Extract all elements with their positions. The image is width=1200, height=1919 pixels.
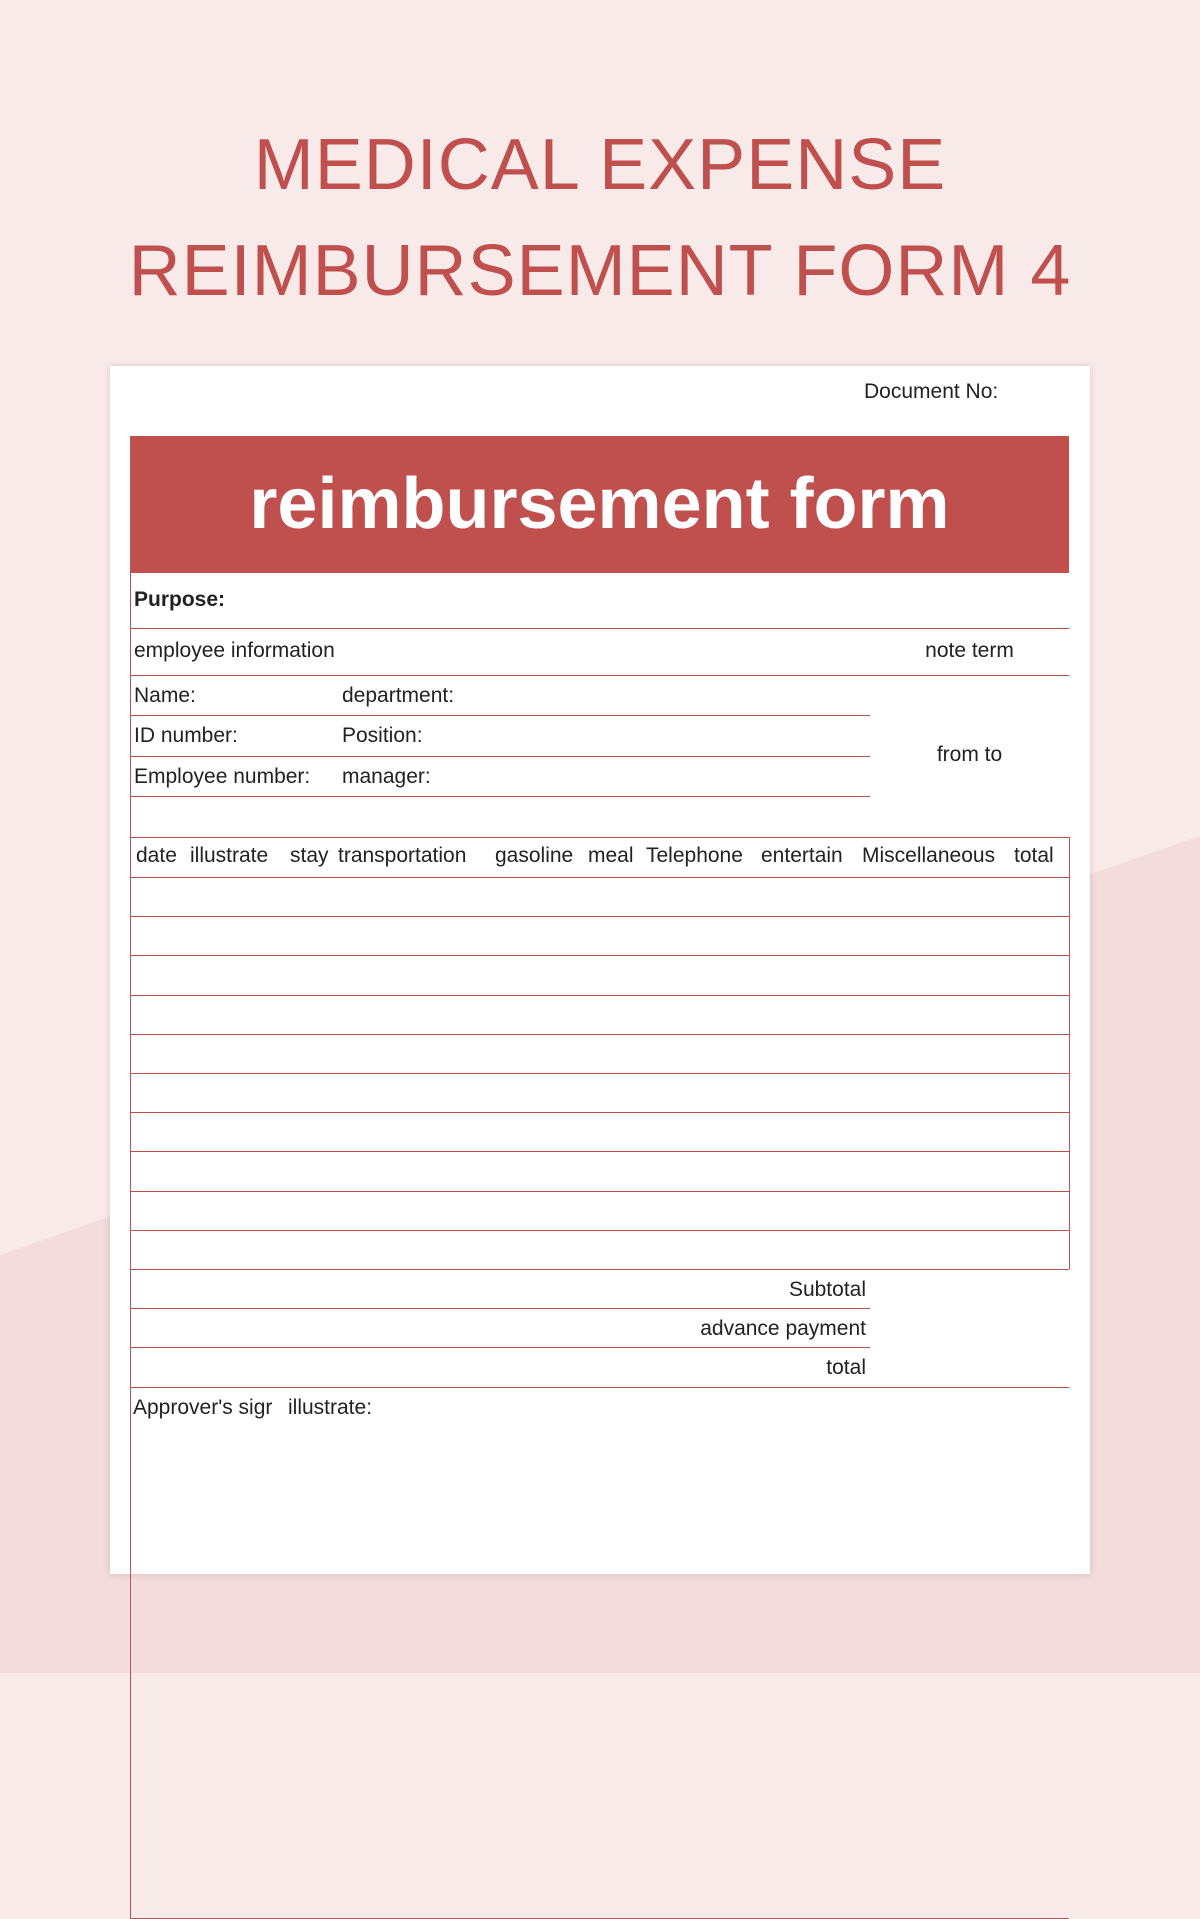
- position-field[interactable]: Position:: [342, 724, 423, 747]
- form-sheet: [110, 366, 1090, 1574]
- table-row[interactable]: [131, 917, 1068, 954]
- table-right-border: [1069, 837, 1070, 1269]
- approver-signature-label[interactable]: Approver's sigr: [133, 1396, 273, 1419]
- column-header-date: date: [136, 844, 177, 867]
- column-header-miscellaneous: Miscellaneous: [862, 844, 996, 867]
- table-row[interactable]: [131, 996, 1068, 1033]
- employee-number-field[interactable]: Employee number:: [134, 765, 311, 788]
- column-header-meal: meal: [588, 844, 634, 867]
- page-title-line-1: MEDICAL EXPENSE: [253, 125, 947, 205]
- column-header-transportation: transportation: [338, 844, 467, 867]
- table-bottom-border: [130, 1269, 1069, 1270]
- from-to-label: from to: [936, 743, 1003, 766]
- purpose-label[interactable]: Purpose:: [134, 588, 226, 611]
- table-row[interactable]: [131, 1074, 1068, 1111]
- divider: [130, 715, 870, 716]
- table-row[interactable]: [131, 956, 1068, 993]
- column-header-gasoline: gasoline: [495, 844, 574, 867]
- page-title-line-2: REIMBURSEMENT FORM 4: [128, 231, 1072, 311]
- id-number-field[interactable]: ID number:: [134, 724, 238, 747]
- subtotal-label: Subtotal: [788, 1278, 866, 1301]
- table-row[interactable]: [131, 1192, 1068, 1229]
- divider: [130, 1387, 1069, 1388]
- manager-field[interactable]: manager:: [342, 765, 431, 788]
- divider: [130, 756, 870, 757]
- document-number-label: Document No:: [864, 380, 999, 403]
- column-header-stay: stay: [290, 844, 329, 867]
- approver-illustrate-label[interactable]: illustrate:: [288, 1396, 373, 1419]
- column-header-illustrate: illustrate: [190, 844, 269, 867]
- total-label: total: [826, 1356, 866, 1379]
- department-field[interactable]: department:: [342, 684, 455, 707]
- column-header-total: total: [1014, 844, 1054, 867]
- form-banner-title: reimbursement form: [130, 436, 1069, 573]
- table-row[interactable]: [131, 1152, 1068, 1189]
- column-header-telephone: Telephone: [646, 844, 743, 867]
- table-row[interactable]: [131, 1231, 1068, 1268]
- table-row[interactable]: [131, 878, 1068, 915]
- name-field[interactable]: Name:: [134, 684, 196, 707]
- table-top-border: [130, 837, 1069, 838]
- table-row[interactable]: [131, 1035, 1068, 1072]
- table-row[interactable]: [131, 1113, 1068, 1150]
- divider: [130, 796, 870, 797]
- note-term-label: note term: [925, 639, 1014, 662]
- advance-payment-label: advance payment: [700, 1317, 866, 1340]
- employee-information-heading: employee information: [134, 639, 335, 662]
- divider: [130, 1347, 870, 1348]
- column-header-entertain: entertain: [761, 844, 843, 867]
- divider: [130, 675, 1069, 676]
- divider: [130, 628, 1069, 629]
- divider: [130, 1308, 870, 1309]
